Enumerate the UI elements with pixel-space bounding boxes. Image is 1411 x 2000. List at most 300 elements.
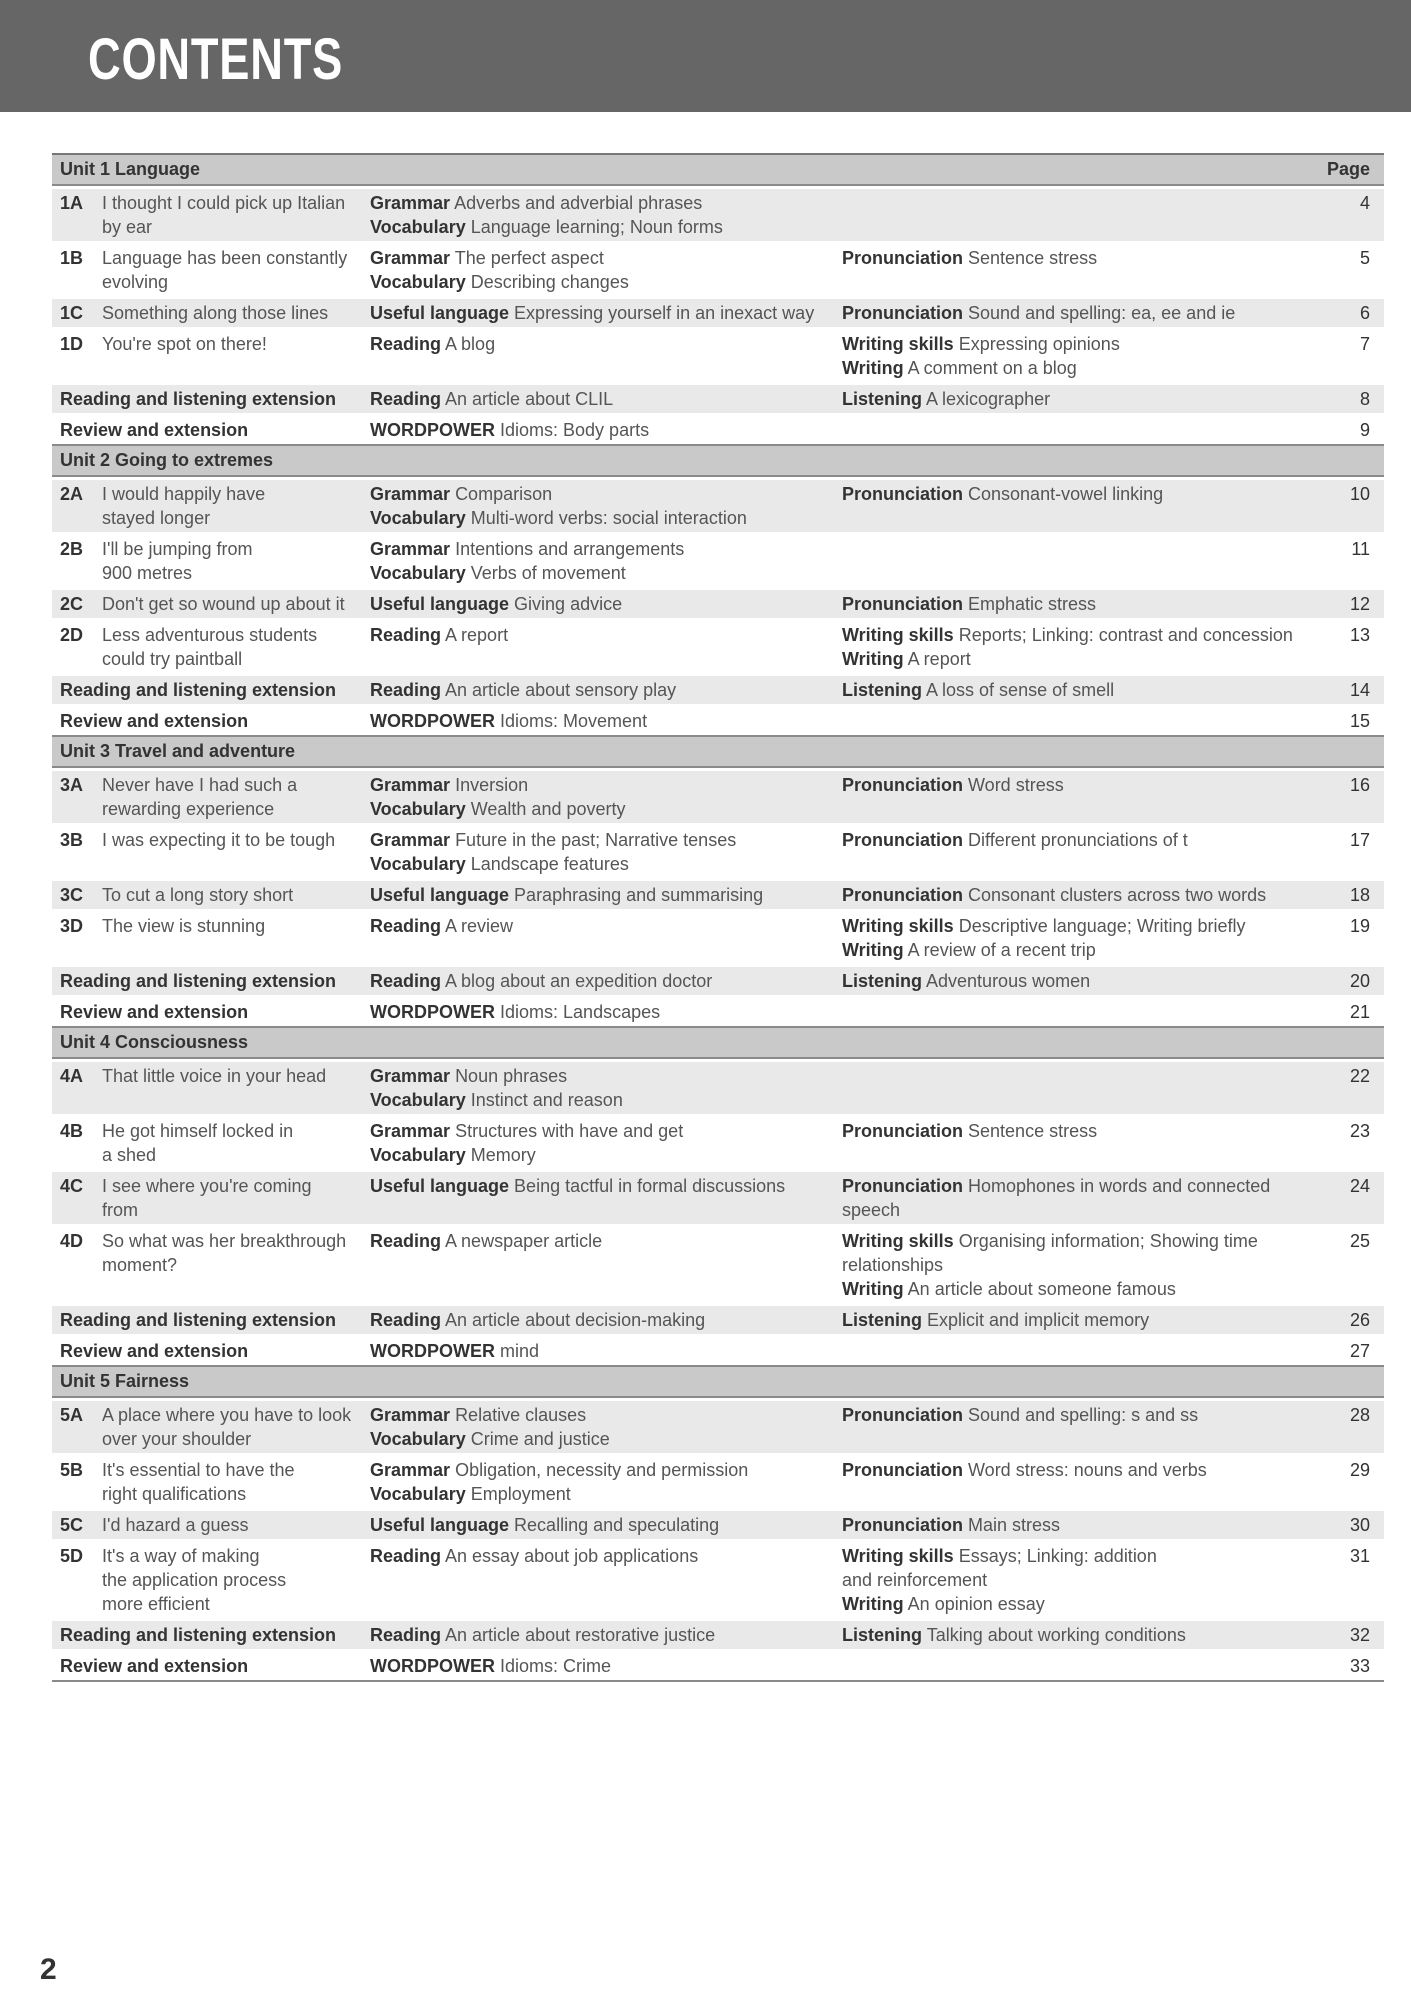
grammar-vocab-cell <box>370 678 842 702</box>
page-ref: 8 <box>1359 389 1370 409</box>
lesson-title-cell <box>52 387 370 411</box>
lesson-title-cell <box>52 1119 370 1167</box>
content-text: Emphatic stress <box>968 594 1097 614</box>
lesson-title-cell <box>52 969 370 993</box>
title-line: I would happily have <box>102 484 266 504</box>
content-line <box>370 797 842 821</box>
content-key: Reading <box>370 1625 442 1645</box>
content-key: Grammar <box>370 1066 451 1086</box>
content-key: Listening <box>842 389 922 409</box>
lesson-code: 3C <box>60 885 84 905</box>
lesson-title-cell <box>52 301 370 325</box>
page-ref: 17 <box>1349 830 1370 850</box>
content-text: A lexicographer <box>926 389 1051 409</box>
extension-label: Review and extension <box>60 420 249 440</box>
lesson-code: 1C <box>60 303 84 323</box>
page-ref: 9 <box>1359 420 1370 440</box>
page-ref: 5 <box>1359 248 1370 268</box>
content-text: The perfect aspect <box>454 248 604 268</box>
unit-title: Unit 1 Language <box>60 159 201 179</box>
content-text: Noun phrases <box>455 1066 568 1086</box>
content-line <box>842 301 1332 325</box>
content-text: Giving advice <box>514 594 623 614</box>
grammar-vocab-cell <box>370 1000 842 1024</box>
content-key: Pronunciation <box>842 885 963 905</box>
lesson-title-cell <box>52 332 370 356</box>
content-text: Organising information; Showing time <box>958 1231 1258 1251</box>
content-key: Writing <box>842 649 904 669</box>
content-line <box>370 1308 842 1332</box>
content-text: Obligation, necessity and permission <box>455 1460 749 1480</box>
content-key: WORDPOWER <box>370 1341 495 1361</box>
title-line: Something along those lines <box>102 303 329 323</box>
content-text: An article about sensory play <box>445 680 677 700</box>
lesson-code: 5B <box>60 1460 84 1480</box>
content-key: Grammar <box>370 248 451 268</box>
lesson-title-cell <box>52 592 370 616</box>
content-key: Grammar <box>370 775 451 795</box>
content-key: Writing <box>842 940 904 960</box>
grammar-vocab-cell <box>370 537 842 585</box>
content-text: Talking about working conditions <box>926 1625 1186 1645</box>
content-line <box>370 561 842 585</box>
skills-cell <box>842 592 1332 616</box>
content-text: Structures with have and get <box>455 1121 684 1141</box>
unit-header <box>52 1367 1384 1398</box>
lesson-title <box>102 623 370 671</box>
content-line <box>842 1623 1332 1647</box>
content-line <box>370 1088 842 1112</box>
title-line: I was expecting it to be tough <box>102 830 336 850</box>
lesson-row <box>52 480 1384 532</box>
title-line: I'd hazard a guess <box>102 1515 249 1535</box>
extension-label: Reading and listening extension <box>60 389 337 409</box>
content-key: Pronunciation <box>842 248 963 268</box>
content-line <box>842 647 1332 671</box>
unit-header <box>52 446 1384 477</box>
content-key: Reading <box>370 916 442 936</box>
content-text: Reports; Linking: contrast and concession <box>958 625 1293 645</box>
title-line: Don't get so wound up about it <box>102 594 345 614</box>
content-text-continued: and reinforcement <box>842 1570 988 1590</box>
content-key: Useful language <box>370 594 510 614</box>
grammar-vocab-cell <box>370 709 842 733</box>
unit-header <box>52 155 1384 186</box>
content-key: Listening <box>842 680 922 700</box>
content-text: Comparison <box>455 484 553 504</box>
lesson-title-cell <box>52 1623 370 1647</box>
content-text: Consonant-vowel linking <box>968 484 1164 504</box>
grammar-vocab-cell <box>370 914 842 938</box>
content-key: Vocabulary <box>370 272 466 292</box>
content-key: Reading <box>370 625 442 645</box>
content-line <box>842 1513 1332 1537</box>
content-text: Essays; Linking: addition <box>958 1546 1157 1566</box>
content-key: Useful language <box>370 1515 510 1535</box>
content-key: Vocabulary <box>370 217 466 237</box>
content-text: An article about CLIL <box>445 389 614 409</box>
lesson-row <box>52 881 1384 909</box>
title-line: a shed <box>102 1145 157 1165</box>
page-column-header: Page <box>1326 159 1370 179</box>
content-line <box>370 1000 842 1024</box>
lesson-row <box>52 590 1384 618</box>
content-text: Instinct and reason <box>470 1090 623 1110</box>
skills-cell <box>842 332 1332 380</box>
lesson-row <box>52 676 1384 704</box>
lesson-title-cell <box>52 246 370 294</box>
page-ref: 4 <box>1359 193 1370 213</box>
content-line <box>842 828 1332 852</box>
page-ref: 30 <box>1349 1515 1370 1535</box>
page-ref: 19 <box>1349 916 1370 936</box>
lesson-title <box>102 883 370 907</box>
content-line <box>370 852 842 876</box>
lesson-row <box>52 1542 1384 1618</box>
lesson-title-cell <box>52 1174 370 1222</box>
content-line <box>842 883 1332 907</box>
grammar-vocab-cell <box>370 387 842 411</box>
content-key: Listening <box>842 971 922 991</box>
content-line <box>370 969 842 993</box>
page-ref: 32 <box>1349 1625 1370 1645</box>
content-line <box>842 969 1332 993</box>
lesson-row <box>52 771 1384 823</box>
content-text: Intentions and arrangements <box>455 539 685 559</box>
content-text: Employment <box>470 1484 571 1504</box>
skills-cell <box>842 246 1332 270</box>
title-line: The view is stunning <box>102 916 266 936</box>
title-line: by ear <box>102 217 153 237</box>
content-key: Pronunciation <box>842 303 963 323</box>
content-key: Grammar <box>370 539 451 559</box>
lesson-title <box>102 1513 370 1537</box>
page-ref: 10 <box>1349 484 1370 504</box>
lesson-code: 1A <box>60 193 84 213</box>
lesson-row <box>52 1511 1384 1539</box>
lesson-title-cell <box>52 537 370 585</box>
title-line: A place where you have to look <box>102 1405 352 1425</box>
content-text: Idioms: Landscapes <box>500 1002 661 1022</box>
lesson-row <box>52 330 1384 382</box>
skills-cell <box>842 1458 1332 1482</box>
content-text: A review of a recent trip <box>907 940 1096 960</box>
lesson-title-cell <box>52 773 370 821</box>
content-text: Memory <box>470 1145 536 1165</box>
content-key: Grammar <box>370 1460 451 1480</box>
content-line <box>370 332 842 356</box>
grammar-vocab-cell <box>370 1513 842 1537</box>
lesson-row <box>52 1117 1384 1169</box>
grammar-vocab-cell <box>370 1458 842 1506</box>
lesson-row <box>52 535 1384 587</box>
content-line <box>370 1174 842 1198</box>
content-key: Grammar <box>370 830 451 850</box>
lesson-title <box>102 828 370 852</box>
lesson-title <box>102 773 370 821</box>
page-ref: 20 <box>1349 971 1370 991</box>
content-key: WORDPOWER <box>370 711 495 731</box>
skills-cell <box>842 301 1332 325</box>
content-text: A report <box>907 649 971 669</box>
content-key: Reading <box>370 971 442 991</box>
lesson-row <box>52 385 1384 413</box>
content-key: WORDPOWER <box>370 420 495 440</box>
page-number: 2 <box>40 1953 57 1986</box>
content-text: A newspaper article <box>445 1231 603 1251</box>
content-key: Listening <box>842 1625 922 1645</box>
lesson-title <box>102 592 370 616</box>
page-ref: 33 <box>1349 1656 1370 1676</box>
lesson-title-cell <box>52 482 370 530</box>
content-text: An essay about job applications <box>445 1546 699 1566</box>
lesson-row <box>52 967 1384 995</box>
content-key: Grammar <box>370 193 451 213</box>
content-line <box>842 1308 1332 1332</box>
content-line <box>370 418 842 442</box>
lesson-row <box>52 1062 1384 1114</box>
lesson-title <box>102 1544 370 1616</box>
content-line <box>370 773 842 797</box>
lesson-title-cell <box>52 1544 370 1616</box>
skills-cell <box>842 1119 1332 1143</box>
skills-cell <box>842 1229 1332 1301</box>
extension-label: Reading and listening extension <box>60 1625 337 1645</box>
title-line: moment? <box>102 1255 178 1275</box>
content-text: An article about decision-making <box>445 1310 706 1330</box>
lesson-title-cell <box>52 1064 370 1088</box>
content-text: A comment on a blog <box>907 358 1077 378</box>
lesson-title <box>102 537 370 585</box>
content-key: WORDPOWER <box>370 1656 495 1676</box>
title-line: from <box>102 1200 138 1220</box>
content-key: Pronunciation <box>842 775 963 795</box>
lesson-title <box>102 1229 370 1277</box>
grammar-vocab-cell <box>370 592 842 616</box>
content-key: Reading <box>370 1231 442 1251</box>
content-text: Landscape features <box>470 854 629 874</box>
lesson-code: 5D <box>60 1546 84 1566</box>
grammar-vocab-cell <box>370 1308 842 1332</box>
grammar-vocab-cell <box>370 1229 842 1253</box>
extension-label: Reading and listening extension <box>60 1310 337 1330</box>
content-text: Main stress <box>968 1515 1061 1535</box>
content-line <box>370 1623 842 1647</box>
page-ref: 27 <box>1349 1341 1370 1361</box>
skills-cell <box>842 1174 1332 1222</box>
unit-title: Unit 2 Going to extremes <box>60 450 274 470</box>
content-line <box>842 1544 1332 1568</box>
content-line <box>370 537 842 561</box>
title-line: He got himself locked in <box>102 1121 294 1141</box>
lesson-title-cell <box>52 418 370 442</box>
grammar-vocab-cell <box>370 1119 842 1167</box>
extension-label: Review and extension <box>60 711 249 731</box>
title-line: stayed longer <box>102 508 211 528</box>
content-key: Reading <box>370 1546 442 1566</box>
content-text: mind <box>500 1341 540 1361</box>
page-ref: 24 <box>1349 1176 1370 1196</box>
content-line <box>370 1458 842 1482</box>
content-text: An opinion essay <box>907 1594 1045 1614</box>
lesson-title-cell <box>52 1403 370 1451</box>
content-line <box>370 709 842 733</box>
content-key: Writing skills <box>842 916 954 936</box>
unit-header <box>52 1028 1384 1059</box>
lesson-title <box>102 191 370 239</box>
content-key: Pronunciation <box>842 1176 963 1196</box>
page-ref: 16 <box>1349 775 1370 795</box>
page-ref: 15 <box>1349 711 1370 731</box>
content-key: Vocabulary <box>370 854 466 874</box>
lesson-title <box>102 1174 370 1222</box>
content-line <box>370 1427 842 1451</box>
title-line: I thought I could pick up Italian <box>102 193 346 213</box>
content-line <box>842 1592 1332 1616</box>
content-text: Idioms: Body parts <box>500 420 650 440</box>
content-line <box>370 1482 842 1506</box>
lesson-title-cell <box>52 914 370 938</box>
skills-cell <box>842 623 1332 671</box>
content-key: Writing <box>842 1279 904 1299</box>
content-text: Describing changes <box>470 272 629 292</box>
content-text: A loss of sense of smell <box>926 680 1115 700</box>
skills-cell <box>842 1623 1332 1647</box>
content-key: Vocabulary <box>370 1090 466 1110</box>
content-text: Multi-word verbs: social interaction <box>470 508 747 528</box>
content-key: Writing skills <box>842 334 954 354</box>
content-line <box>370 301 842 325</box>
title-line: That little voice in your head <box>102 1066 327 1086</box>
skills-cell <box>842 1403 1332 1427</box>
content-line <box>370 1654 842 1678</box>
contents-table <box>52 153 1384 1682</box>
content-key: Writing skills <box>842 1546 954 1566</box>
lesson-title <box>102 914 370 938</box>
page-ref: 28 <box>1349 1405 1370 1425</box>
title-line: 900 metres <box>102 563 193 583</box>
lesson-code: 1B <box>60 248 84 268</box>
content-key: Writing skills <box>842 1231 954 1251</box>
content-key: Grammar <box>370 484 451 504</box>
content-line <box>370 1229 842 1253</box>
content-key: Pronunciation <box>842 1515 963 1535</box>
lesson-title <box>102 1403 370 1451</box>
page-ref: 26 <box>1349 1310 1370 1330</box>
lesson-code: 4A <box>60 1066 84 1086</box>
page-ref: 14 <box>1349 680 1370 700</box>
content-line <box>370 1064 842 1088</box>
page-ref: 6 <box>1359 303 1370 323</box>
lesson-code: 2B <box>60 539 84 559</box>
grammar-vocab-cell <box>370 246 842 294</box>
content-key: Pronunciation <box>842 1121 963 1141</box>
page-ref: 18 <box>1349 885 1370 905</box>
lesson-title-cell <box>52 623 370 671</box>
content-text-continued: speech <box>842 1200 901 1220</box>
extension-label: Review and extension <box>60 1002 249 1022</box>
page-ref: 23 <box>1349 1121 1370 1141</box>
content-text: An article about restorative justice <box>445 1625 716 1645</box>
unit-title: Unit 3 Travel and adventure <box>60 741 296 761</box>
lesson-row <box>52 1227 1384 1303</box>
lesson-row <box>52 1621 1384 1649</box>
lesson-row <box>52 1456 1384 1508</box>
skills-cell <box>842 387 1332 411</box>
header-bar <box>0 0 1411 112</box>
page-ref: 12 <box>1349 594 1370 614</box>
grammar-vocab-cell <box>370 1544 842 1568</box>
page-ref: 11 <box>1351 539 1370 559</box>
content-text: Future in the past; Narrative tenses <box>455 830 737 850</box>
lesson-code: 2A <box>60 484 84 504</box>
lesson-title-cell <box>52 1308 370 1332</box>
content-line <box>842 1229 1332 1253</box>
skills-cell <box>842 828 1332 852</box>
content-line <box>842 1403 1332 1427</box>
lesson-title <box>102 1458 370 1506</box>
content-key: Writing skills <box>842 625 954 645</box>
content-line <box>842 914 1332 938</box>
content-text: Language learning; Noun forms <box>470 217 723 237</box>
content-key: Vocabulary <box>370 1484 466 1504</box>
content-text: Sentence stress <box>968 1121 1098 1141</box>
grammar-vocab-cell <box>370 883 842 907</box>
title-line: rewarding experience <box>102 799 275 819</box>
lesson-title <box>102 332 370 356</box>
content-key: Pronunciation <box>842 1460 963 1480</box>
title-line: It's a way of making <box>102 1546 260 1566</box>
skills-cell <box>842 482 1332 506</box>
grammar-vocab-cell <box>370 828 842 876</box>
lesson-row <box>52 1337 1384 1367</box>
content-key: Reading <box>370 334 442 354</box>
skills-cell <box>842 969 1332 993</box>
skills-cell <box>842 678 1332 702</box>
lesson-code: 4D <box>60 1231 84 1251</box>
page-ref: 7 <box>1359 334 1370 354</box>
skills-cell <box>842 1308 1332 1332</box>
content-line <box>842 1119 1332 1143</box>
extension-label: Reading and listening extension <box>60 680 337 700</box>
content-key: WORDPOWER <box>370 1002 495 1022</box>
content-line <box>842 623 1332 647</box>
content-line <box>370 506 842 530</box>
content-text: Explicit and implicit memory <box>927 1310 1150 1330</box>
grammar-vocab-cell <box>370 482 842 530</box>
unit-title: Unit 4 Consciousness <box>60 1032 249 1052</box>
lesson-title-cell <box>52 883 370 907</box>
skills-cell <box>842 1544 1332 1616</box>
grammar-vocab-cell <box>370 1403 842 1451</box>
content-line <box>370 482 842 506</box>
lesson-code: 4B <box>60 1121 84 1141</box>
content-line <box>842 387 1332 411</box>
content-line <box>370 246 842 270</box>
lesson-code: 5A <box>60 1405 84 1425</box>
title-line: the application process <box>102 1570 287 1590</box>
content-text: A blog about an expedition doctor <box>445 971 713 991</box>
lesson-code: 4C <box>60 1176 84 1196</box>
content-text: An article about someone famous <box>907 1279 1176 1299</box>
lesson-code: 3D <box>60 916 84 936</box>
content-text: Sound and spelling: ea, ee and ie <box>968 303 1236 323</box>
content-key: Vocabulary <box>370 508 466 528</box>
extension-label: Review and extension <box>60 1656 249 1676</box>
content-key: Useful language <box>370 885 510 905</box>
lesson-code: 5C <box>60 1515 84 1535</box>
content-text: Expressing opinions <box>958 334 1120 354</box>
